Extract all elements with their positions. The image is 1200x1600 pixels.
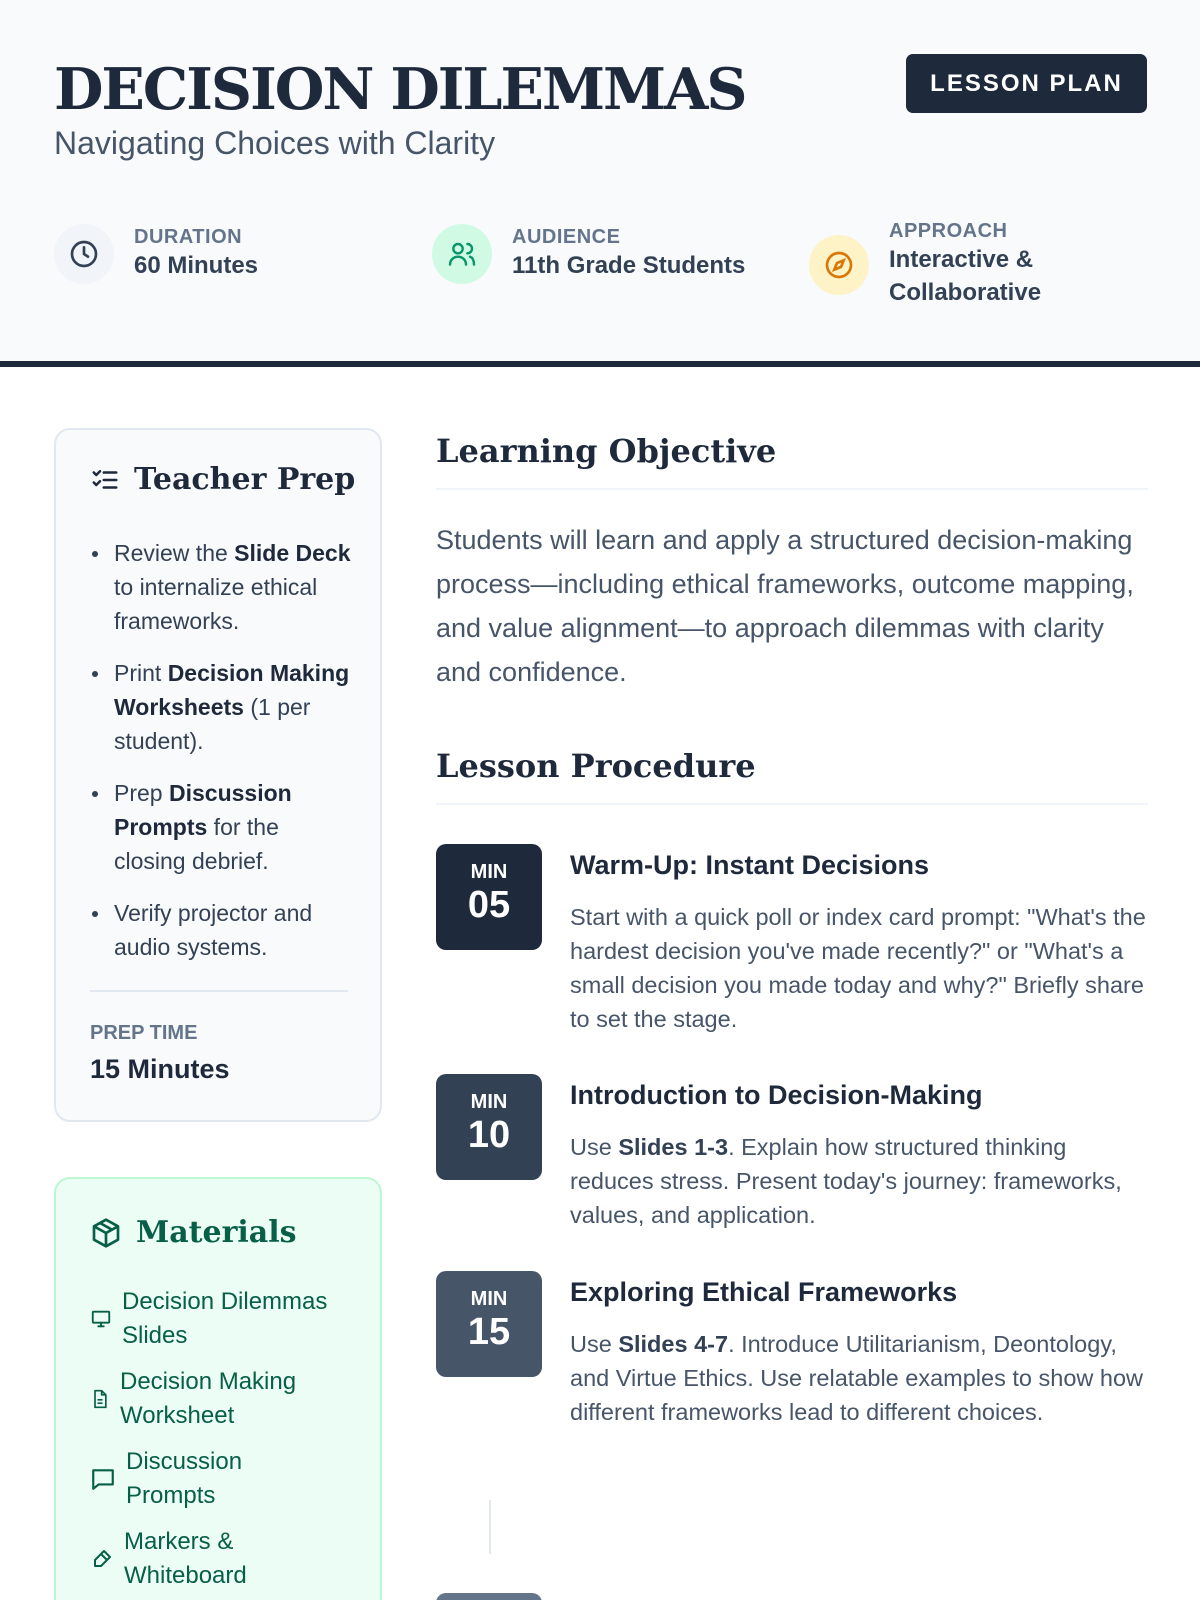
step-title: Introduction to Decision-Making bbox=[570, 1080, 983, 1110]
page-subtitle: Navigating Choices with Clarity bbox=[54, 125, 496, 161]
monitor-icon bbox=[90, 1308, 112, 1330]
materials-header bbox=[90, 1215, 297, 1250]
teacher-prep-title: Teacher Prep bbox=[134, 462, 356, 497]
pen-icon bbox=[90, 1547, 114, 1571]
meta-audience bbox=[432, 224, 745, 284]
compass-icon bbox=[809, 235, 869, 295]
teacher-prep-card bbox=[54, 428, 382, 1122]
meta-value: 11th Grade Students bbox=[512, 252, 746, 279]
list-item: Review the Slide Deck to internalize ethical frameworks. bbox=[90, 536, 354, 638]
teacher-prep-header bbox=[90, 462, 355, 497]
users-icon bbox=[432, 224, 492, 284]
material-item: Discussion Prompts bbox=[90, 1445, 242, 1513]
list-item: Print Decision Making Worksheets (1 per student). bbox=[90, 656, 354, 758]
prep-time-label: PREP TIME bbox=[90, 1022, 198, 1044]
header bbox=[0, 0, 1200, 367]
list-item: Prep Discussion Prompts for the closing debrief. bbox=[90, 776, 354, 878]
meta-value-line2: Collaborative bbox=[889, 279, 1042, 306]
step-description: Use Slides 4-7. Introduce Utilitarianism, Deontology, and Virtue Ethics. Use relatable examples to show how different frameworks lead to different choices. bbox=[570, 1331, 1144, 1425]
minute-badge: MIN 15 bbox=[436, 1271, 542, 1377]
meta-label: APPROACH bbox=[889, 220, 1008, 242]
timeline-connector bbox=[489, 1500, 491, 1554]
learning-objective-heading: Learning Objective bbox=[436, 432, 1148, 490]
step-title: Exploring Ethical Frameworks bbox=[570, 1277, 958, 1307]
meta-approach bbox=[809, 220, 1041, 309]
material-item: Decision Making Worksheet bbox=[90, 1365, 296, 1433]
lesson-plan-badge: LESSON PLAN bbox=[906, 54, 1147, 113]
minute-badge: MIN 05 bbox=[436, 844, 542, 950]
page-title: DECISION DILEMMAS bbox=[54, 56, 746, 123]
package-icon bbox=[90, 1217, 122, 1249]
step-description: Use Slides 1-3. Explain how structured thinking reduces stress. Present today's journey: frameworks, values, and application. bbox=[570, 1134, 1122, 1228]
meta-value-line1: Interactive & bbox=[889, 246, 1034, 273]
divider bbox=[90, 990, 348, 992]
material-item: Decision Dilemmas Slides bbox=[90, 1285, 327, 1353]
meta-duration bbox=[54, 224, 258, 284]
step-title: Warm-Up: Instant Decisions bbox=[570, 850, 930, 880]
meta-label: AUDIENCE bbox=[512, 226, 621, 248]
material-item: Markers & Whiteboard bbox=[90, 1525, 247, 1593]
prep-time-value: 15 Minutes bbox=[90, 1054, 230, 1084]
list-item: Verify projector and audio systems. bbox=[90, 896, 354, 964]
next-minute-badge bbox=[436, 1593, 542, 1600]
clock-icon bbox=[54, 224, 114, 284]
document-icon bbox=[90, 1388, 110, 1410]
meta-label: DURATION bbox=[134, 226, 243, 248]
lesson-procedure-heading: Lesson Procedure bbox=[436, 747, 1148, 805]
materials-title: Materials bbox=[136, 1215, 297, 1250]
step-description: Start with a quick poll or index card prompt: "What's the hardest decision you've made recently?" or "What's a small decision you made today and why?" Briefly share to set the stage. bbox=[570, 904, 1146, 1032]
checklist-icon bbox=[90, 465, 120, 495]
chat-icon bbox=[90, 1466, 116, 1492]
minute-badge: MIN 10 bbox=[436, 1074, 542, 1180]
materials-card bbox=[54, 1177, 382, 1600]
teacher-prep-list bbox=[90, 536, 354, 982]
meta-value: 60 Minutes bbox=[134, 252, 259, 279]
learning-objective-text: Students will learn and apply a structured decision-making process—including ethical frameworks, outcome mapping, and value alignment—to approach dilemmas with clarity and confidence. bbox=[436, 525, 1134, 687]
